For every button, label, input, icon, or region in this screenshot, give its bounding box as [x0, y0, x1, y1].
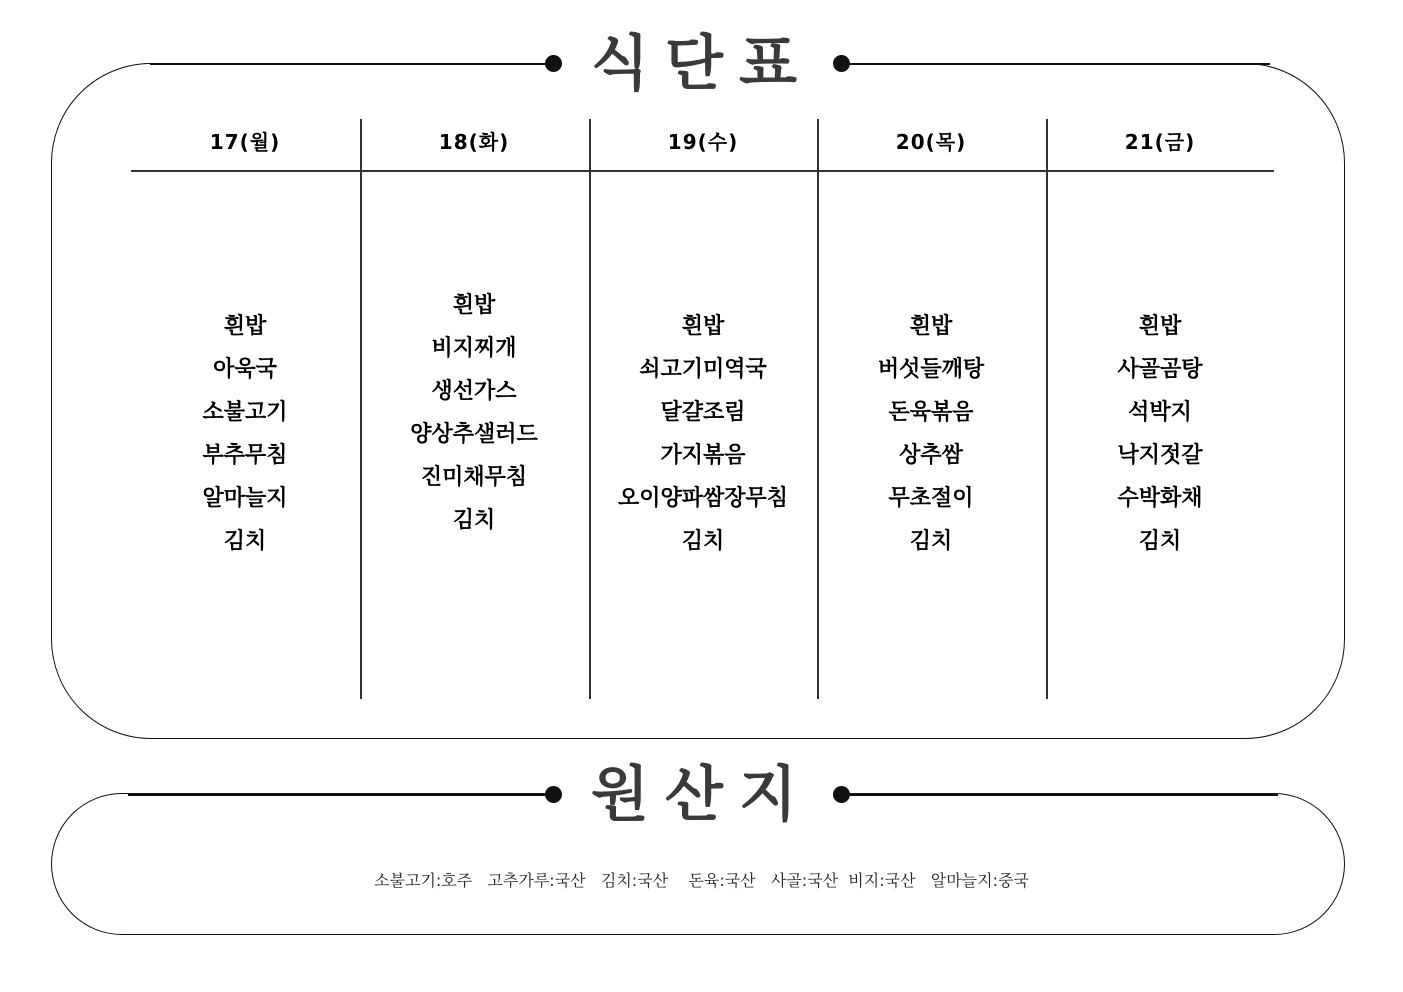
dish-item: 소불고기	[202, 400, 288, 425]
dish-item: 낙지젓갈	[1117, 443, 1203, 468]
origin-info: 소불고기:호주 고추가루:국산 김치:국산 돈육:국산 사골:국산 비지:국산 알마늘지:중국	[374, 871, 1029, 890]
dish-item: 김치	[909, 529, 953, 554]
dish-item: 비지찌개	[431, 336, 517, 361]
dish-item: 쇠고기미역국	[639, 357, 767, 382]
dish-item: 석박지	[1128, 400, 1192, 425]
menu-title: 식단표	[554, 24, 850, 104]
dish-list-mon	[131, 305, 359, 563]
title-dot-right	[833, 786, 850, 803]
dish-item: 진미채무침	[420, 465, 528, 490]
dish-item: 김치	[452, 508, 496, 533]
day-header-tue: 18(화)	[438, 130, 510, 154]
dish-item: 김치	[223, 529, 267, 554]
title-rule-left	[128, 794, 554, 796]
dish-item: 상추쌈	[899, 443, 963, 468]
dish-list-fri	[1046, 305, 1274, 563]
dish-list-thu	[817, 305, 1045, 563]
dish-item: 부추무침	[202, 443, 288, 468]
dish-item: 생선가스	[431, 379, 517, 404]
dish-item: 흰밥	[681, 314, 725, 339]
header-divider	[131, 170, 1274, 172]
dish-item: 버섯들깨탕	[877, 357, 985, 382]
dish-item: 무초절이	[888, 486, 974, 511]
dish-item: 김치	[681, 529, 725, 554]
day-header-thu: 20(목)	[895, 130, 967, 154]
dish-item: 흰밥	[223, 314, 267, 339]
title-rule-left	[150, 63, 554, 65]
day-header-mon: 17(월)	[209, 130, 281, 154]
dish-item: 양상추샐러드	[410, 422, 538, 447]
dish-item: 흰밥	[452, 293, 496, 318]
day-header-wed: 19(수)	[667, 130, 739, 154]
title-dot-left	[545, 786, 562, 803]
dish-item: 흰밥	[909, 314, 953, 339]
title-dot-left	[545, 55, 562, 72]
origin-title: 원산지	[554, 755, 850, 835]
dish-list-wed	[589, 305, 817, 563]
menu-title-band	[0, 24, 1403, 104]
dish-item: 알마늘지	[202, 486, 288, 511]
dish-item: 수박화채	[1117, 486, 1203, 511]
dish-item: 김치	[1138, 529, 1182, 554]
dish-item: 오이양파쌈장무침	[617, 486, 789, 511]
dish-list-tue	[360, 284, 588, 542]
dish-item: 사골곰탕	[1117, 357, 1203, 382]
title-dot-right	[833, 55, 850, 72]
dish-item: 가지볶음	[660, 443, 746, 468]
dish-item: 흰밥	[1138, 314, 1182, 339]
dish-item: 아욱국	[213, 357, 277, 382]
title-rule-right	[850, 794, 1278, 796]
dish-item: 달걀조림	[660, 400, 746, 425]
day-header-fri: 21(금)	[1124, 130, 1196, 154]
dish-item: 돈육볶음	[888, 400, 974, 425]
title-rule-right	[850, 63, 1270, 65]
origin-title-band	[0, 755, 1403, 835]
